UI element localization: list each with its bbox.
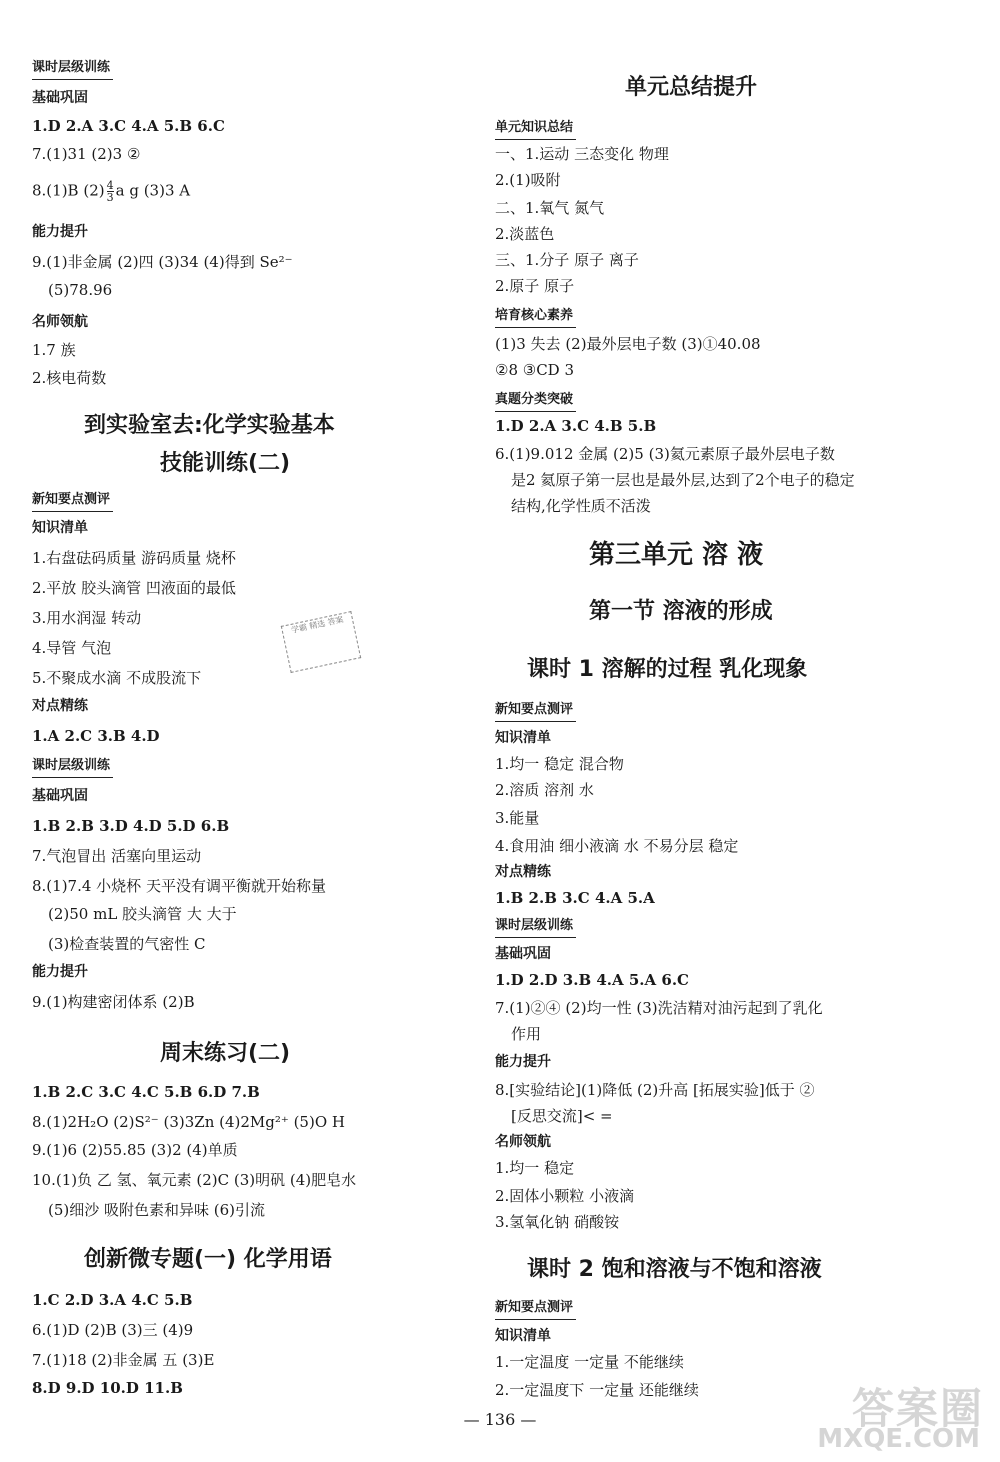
answer-line: 1.D 2.D 3.B 4.A 5.A 6.C [495, 971, 689, 989]
lesson-title: 课时 2 饱和溶液与不饱和溶液 [527, 1257, 822, 1282]
section-tag: 新知要点测评 [32, 490, 113, 512]
section-tag: 新知要点测评 [495, 700, 576, 722]
answer-line: 9.(1)非金属 (2)四 (3)34 (4)得到 Se²⁻ [32, 253, 293, 271]
answer-line: 7.气泡冒出 活塞向里运动 [32, 847, 202, 865]
answer-line: 一、1.运动 三态变化 物理 [495, 145, 669, 163]
answer-line: 1.7 族 [32, 341, 76, 359]
answer-line-fraction [32, 180, 190, 203]
section-title: 创新微专题(一) 化学用语 [84, 1247, 332, 1272]
section-title: 单元总结提升 [625, 75, 758, 100]
watermark-cn: 答案圈 [851, 1384, 984, 1433]
answer-line: 1.B 2.C 3.C 4.C 5.B 6.D 7.B [32, 1083, 260, 1101]
subheading: 对点精练 [32, 698, 88, 714]
answer-line: 7.(1)②④ (2)均一性 (3)洗洁精对油污起到了乳化 [495, 999, 823, 1017]
answer-line: (3)检查装置的气密性 C [48, 935, 206, 953]
answer-line: 1.D 2.A 3.C 4.B 5.B [495, 417, 657, 435]
answer-line: 1.B 2.B 3.C 4.A 5.A [495, 889, 655, 907]
answer-line: 2.溶质 溶剂 水 [495, 781, 594, 799]
answer-line: 2.淡蓝色 [495, 225, 555, 243]
answer-line: 2.平放 胶头滴管 凹液面的最低 [32, 579, 236, 597]
answer-line: 1.D 2.A 3.C 4.A 5.B 6.C [32, 117, 225, 135]
answer-line: 3.用水润湿 转动 [32, 609, 142, 627]
answer-line: 2.固体小颗粒 小液滴 [495, 1187, 635, 1205]
page-number: — 136 — [463, 1410, 537, 1429]
answer-line: 1.B 2.B 3.D 4.D 5.D 6.B [32, 817, 230, 835]
answer-text: 8.(1)B (2) [32, 181, 105, 200]
subheading: 能力提升 [32, 964, 88, 980]
answer-line: 是2 氦原子第一层也是最外层,达到了2个电子的稳定 [511, 471, 855, 489]
fraction [107, 180, 114, 203]
fraction-denominator: 3 [106, 191, 114, 204]
answer-line: 5.不聚成水滴 不成股流下 [32, 669, 202, 687]
answer-line: 4.导管 气泡 [32, 639, 112, 657]
answer-line: 二、1.氧气 氮气 [495, 199, 605, 217]
answer-line: (2)50 mL 胶头滴管 大 大于 [48, 905, 237, 923]
section-tag: 课时层级训练 [32, 58, 113, 80]
section-tag: 课时层级训练 [495, 916, 576, 938]
answer-line: 8.D 9.D 10.D 11.B [32, 1379, 183, 1397]
subheading: 基础巩固 [32, 788, 88, 804]
answer-line: 6.(1)9.012 金属 (2)5 (3)氦元素原子最外层电子数 [495, 445, 835, 463]
answer-line: 1.右盘砝码质量 游码质量 烧杯 [32, 549, 236, 567]
watermark-en: MXQE.COM [817, 1424, 980, 1454]
fraction-numerator: 4 [106, 179, 114, 192]
subheading: 基础巩固 [32, 90, 88, 106]
answer-line: 2.核电荷数 [32, 369, 107, 387]
answer-line: (5)78.96 [48, 281, 113, 299]
section-tag: 新知要点测评 [495, 1298, 576, 1320]
answer-text: a g (3)3 A [115, 181, 191, 200]
answer-line: 2.一定温度下 一定量 还能继续 [495, 1381, 699, 1399]
section-title: 第一节 溶液的形成 [589, 599, 773, 624]
answer-line: 7.(1)18 (2)非金属 五 (3)E [32, 1351, 215, 1369]
answer-line: 9.(1)6 (2)55.85 (3)2 (4)单质 [32, 1141, 238, 1159]
subheading: 名师领航 [495, 1134, 551, 1150]
answer-line: 10.(1)负 乙 氢、氧元素 (2)C (3)明矾 (4)肥皂水 [32, 1171, 357, 1189]
subheading: 能力提升 [495, 1054, 551, 1070]
answer-line: 1.C 2.D 3.A 4.C 5.B [32, 1291, 193, 1309]
answer-line: [反思交流]< = [511, 1107, 613, 1125]
subheading: 名师领航 [32, 314, 88, 330]
section-title: 技能训练(二) [160, 451, 291, 476]
answer-line: 作用 [511, 1025, 542, 1043]
subheading: 知识清单 [495, 1328, 551, 1344]
answer-line: 1.一定温度 一定量 不能继续 [495, 1353, 684, 1371]
answer-line: 2.原子 原子 [495, 277, 575, 295]
subheading: 知识清单 [32, 520, 88, 536]
lesson-title: 课时 1 溶解的过程 乳化现象 [527, 657, 808, 682]
answer-line: 1.A 2.C 3.B 4.D [32, 727, 160, 745]
answer-line: 1.均一 稳定 [495, 1159, 575, 1177]
answer-line: 8.[实验结论](1)降低 (2)升高 [拓展实验]低于 ② [495, 1081, 815, 1099]
answer-line: 8.(1)2H₂O (2)S²⁻ (3)3Zn (4)2Mg²⁺ (5)O H [32, 1113, 345, 1131]
section-tag: 单元知识总结 [495, 118, 576, 140]
answer-line: (1)3 失去 (2)最外层电子数 (3)①40.08 [495, 335, 761, 353]
answer-line: 三、1.分子 原子 离子 [495, 251, 639, 269]
answer-line: ②8 ③CD 3 [495, 361, 575, 379]
answer-line: 3.氢氧化钠 硝酸铵 [495, 1213, 620, 1231]
answer-line: 1.均一 稳定 混合物 [495, 755, 624, 773]
section-title: 到实验室去:化学实验基本 [84, 413, 335, 438]
answer-line: (5)细沙 吸附色素和异味 (6)引流 [48, 1201, 266, 1219]
section-tag: 培育核心素养 [495, 306, 576, 328]
unit-title: 第三单元 溶 液 [589, 540, 764, 570]
subheading: 知识清单 [495, 730, 551, 746]
stamp-mark: 学霸 精选 答案 [281, 611, 361, 673]
answer-line: 4.食用油 细小液滴 水 不易分层 稳定 [495, 837, 739, 855]
answer-line: 8.(1)7.4 小烧杯 天平没有调平衡就开始称量 [32, 877, 326, 895]
section-tag: 真题分类突破 [495, 390, 576, 412]
answer-line: 结构,化学性质不活泼 [511, 497, 651, 515]
subheading: 对点精练 [495, 864, 551, 880]
subheading: 能力提升 [32, 224, 88, 240]
subheading: 基础巩固 [495, 946, 551, 962]
answer-line: 6.(1)D (2)B (3)三 (4)9 [32, 1321, 194, 1339]
answer-line: 7.(1)31 (2)3 ② [32, 145, 141, 163]
section-title: 周末练习(二) [160, 1041, 291, 1066]
section-tag: 课时层级训练 [32, 756, 113, 778]
answer-line: 3.能量 [495, 809, 540, 827]
answer-line: 2.(1)吸附 [495, 171, 561, 189]
answer-line: 9.(1)构建密闭体系 (2)B [32, 993, 195, 1011]
watermark-logo [790, 1376, 990, 1456]
